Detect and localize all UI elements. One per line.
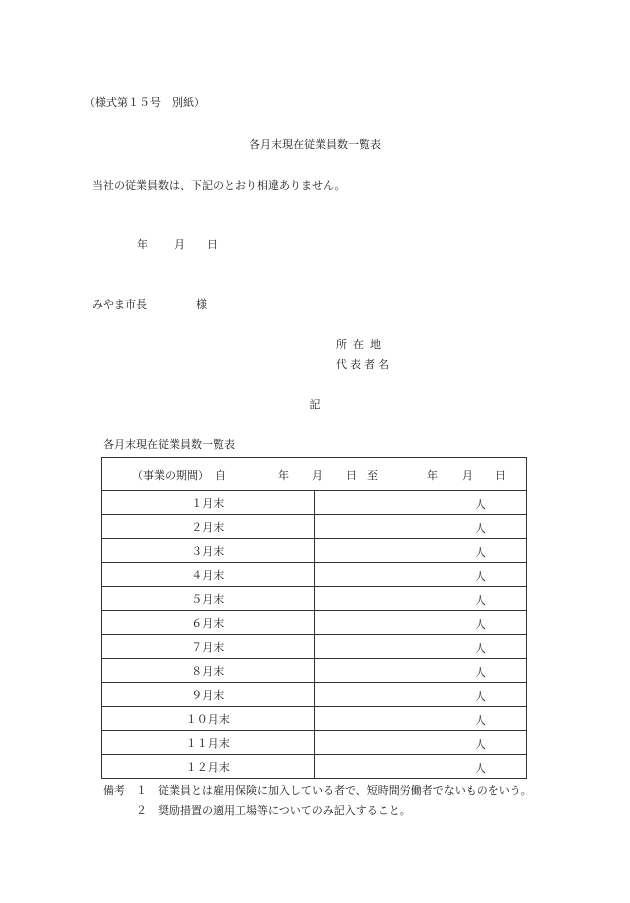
month-label: ７月末 xyxy=(102,635,315,659)
month-label: ５月末 xyxy=(102,587,315,611)
unit-label: 人 xyxy=(475,522,486,535)
table-row xyxy=(102,611,527,635)
table-row xyxy=(102,563,527,587)
employee-count-field[interactable] xyxy=(314,731,527,755)
period-label: （事業の期間） xyxy=(132,469,209,482)
unit-label: 人 xyxy=(475,690,486,703)
declaration-text: 当社の従業員数は、下記のとおり相違ありません。 xyxy=(92,179,346,192)
date-day-label: 日 xyxy=(207,238,218,251)
month-label: ９月末 xyxy=(102,683,315,707)
ki-marker: 記 xyxy=(309,398,321,411)
employee-count-field[interactable] xyxy=(314,635,527,659)
employee-count-field[interactable] xyxy=(314,755,527,779)
unit-label: 人 xyxy=(475,642,486,655)
table-row xyxy=(102,491,527,515)
period-year-2: 年 xyxy=(427,469,438,482)
employee-count-field[interactable] xyxy=(314,683,527,707)
employee-count-field[interactable] xyxy=(314,515,527,539)
month-label: ８月末 xyxy=(102,659,315,683)
note-1: 備考 １ 従業員とは雇用保険に加入している者で、短時間労働者でないものをいう。 xyxy=(103,784,532,797)
unit-label: 人 xyxy=(475,570,486,583)
employee-count-field[interactable] xyxy=(314,659,527,683)
month-label: ６月末 xyxy=(102,611,315,635)
employee-count-field[interactable] xyxy=(314,707,527,731)
table-row xyxy=(102,539,527,563)
month-label: １１月末 xyxy=(102,731,315,755)
table-row xyxy=(102,755,527,779)
table-caption: 各月末現在従業員数一覧表 xyxy=(103,438,235,451)
date-year-label: 年 xyxy=(137,238,148,251)
table-row xyxy=(102,635,527,659)
table-row xyxy=(102,515,527,539)
unit-label: 人 xyxy=(475,618,486,631)
period-row xyxy=(102,458,527,491)
month-label: ２月末 xyxy=(102,515,315,539)
employee-count-field[interactable] xyxy=(314,611,527,635)
period-month-2: 月 xyxy=(462,469,473,482)
month-label: １０月末 xyxy=(102,707,315,731)
unit-label: 人 xyxy=(475,666,486,679)
employee-count-field[interactable] xyxy=(314,491,527,515)
period-year-1: 年 xyxy=(278,469,289,482)
period-month-1: 月 xyxy=(312,469,323,482)
form-number: （様式第１５号 別紙） xyxy=(84,96,205,109)
month-label: ３月末 xyxy=(102,539,315,563)
table-row xyxy=(102,731,527,755)
employee-count-table xyxy=(101,457,527,779)
note-2: ２ 奨励措置の適用工場等についてのみ記入すること。 xyxy=(136,804,411,817)
unit-label: 人 xyxy=(475,546,486,559)
month-label: １月末 xyxy=(102,491,315,515)
employee-count-field[interactable] xyxy=(314,539,527,563)
unit-label: 人 xyxy=(475,594,486,607)
period-cell xyxy=(102,458,527,491)
unit-label: 人 xyxy=(475,498,486,511)
table-row xyxy=(102,683,527,707)
addressee-name: みやま市長 xyxy=(92,298,147,311)
representative-label: 代表者名 xyxy=(336,358,392,371)
addressee-honorific: 様 xyxy=(196,298,207,311)
unit-label: 人 xyxy=(475,762,486,775)
table-row xyxy=(102,707,527,731)
unit-label: 人 xyxy=(475,738,486,751)
unit-label: 人 xyxy=(475,714,486,727)
date-month-label: 月 xyxy=(174,238,185,251)
period-day-1: 日 xyxy=(346,469,357,482)
period-from: 自 xyxy=(215,469,226,482)
month-label: １２月末 xyxy=(102,755,315,779)
document-title: 各月末現在従業員数一覧表 xyxy=(249,138,381,151)
table-row xyxy=(102,659,527,683)
employee-count-field[interactable] xyxy=(314,563,527,587)
employee-count-field[interactable] xyxy=(314,587,527,611)
table-row xyxy=(102,587,527,611)
month-label: ４月末 xyxy=(102,563,315,587)
period-day-2: 日 xyxy=(495,469,506,482)
period-to: 至 xyxy=(367,469,378,482)
address-label: 所在地 xyxy=(336,338,387,351)
